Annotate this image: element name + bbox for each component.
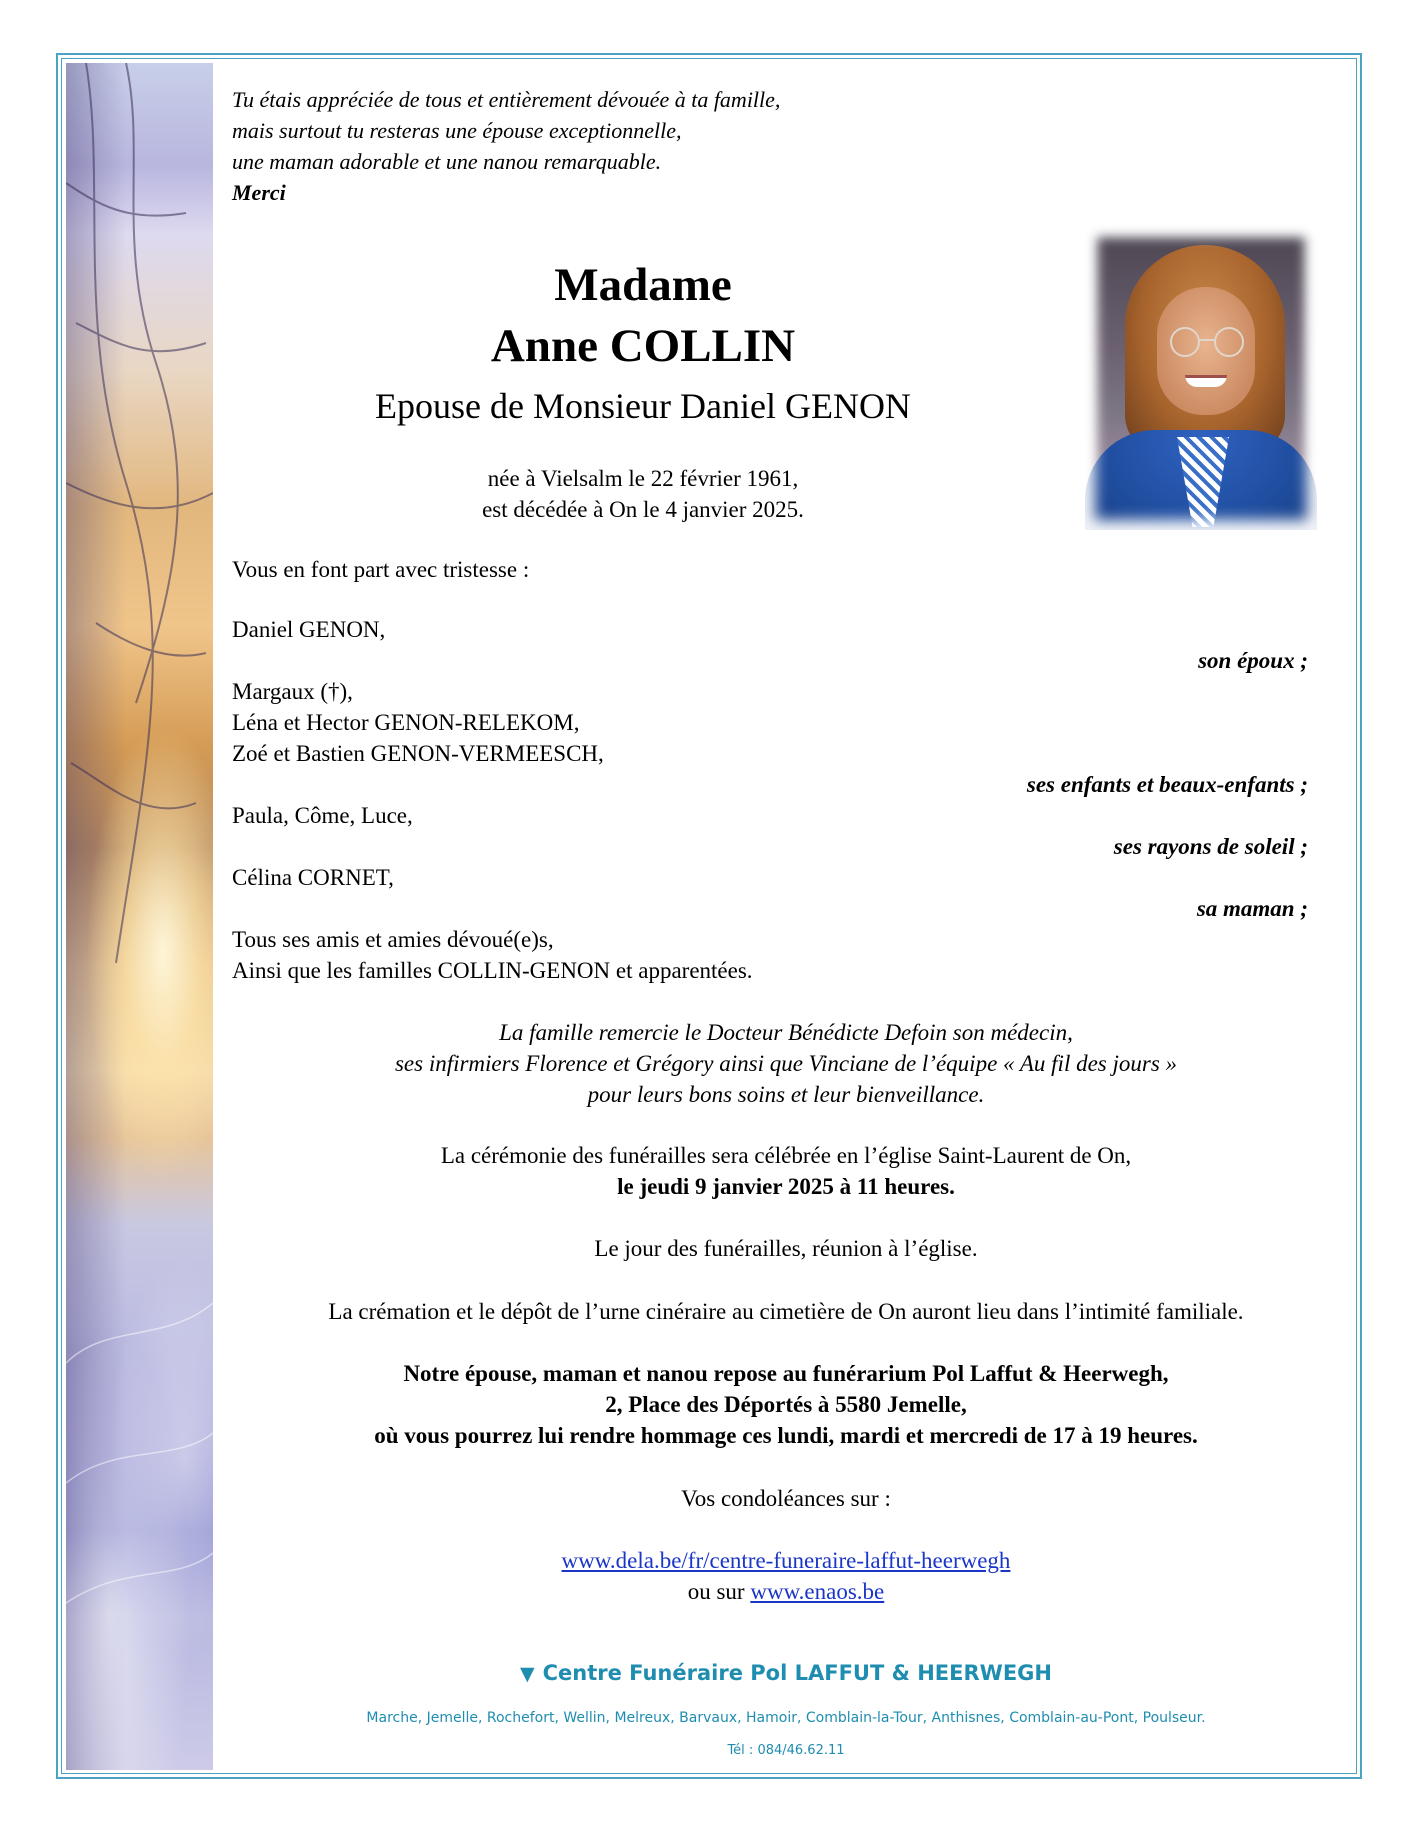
triangle-down-icon: ▼ — [520, 1663, 535, 1685]
portrait-photo — [1085, 225, 1317, 530]
family-member: Margaux (†), — [232, 679, 353, 704]
others-line: Ainsi que les familles COLLIN-GENON et apparentées. — [232, 958, 753, 983]
funeral-center-towns: Marche, Jemelle, Rochefort, Wellin, Melreux, Barvaux, Hamoir, Comblain-la-Tour, Anthisnes, Comblain-au-Pont, Poulseur. — [366, 1710, 1206, 1726]
thanks-line: ses infirmiers Florence et Grégory ainsi que Vinciane de l’équipe « Au fil des jours » — [394, 1051, 1178, 1076]
family-member: Paula, Côme, Luce, — [232, 803, 413, 828]
winter-landscape-image — [66, 63, 213, 1770]
enaos-link[interactable]: www.enaos.be — [750, 1579, 885, 1604]
family-member: Daniel GENON, — [232, 617, 386, 642]
honorific: Madame — [554, 259, 732, 311]
dela-link[interactable]: www.dela.be/fr/centre-funeraire-laffut-heerwegh — [561, 1548, 1011, 1573]
funerarium-paragraph — [232, 1358, 1340, 1451]
funeral-center-name: Centre Funéraire Pol LAFFUT & HEERWEGH — [542, 1661, 1052, 1685]
family-member: Léna et Hector GENON-RELEKOM, — [232, 710, 580, 735]
ceremony-line: La cérémonie des funérailles sera célébrée en l’église Saint-Laurent de On, — [440, 1143, 1132, 1168]
tribute-signoff: Merci — [232, 180, 286, 205]
meeting-line: Le jour des funérailles, réunion à l’église. — [594, 1236, 978, 1261]
family-relation: son époux ; — [1198, 648, 1308, 673]
ceremony-paragraph — [232, 1140, 1340, 1202]
funerarium-line: Notre épouse, maman et nanou repose au funérarium Pol Laffut & Heerwegh, — [403, 1361, 1169, 1386]
family-member: Célina CORNET, — [232, 865, 394, 890]
condolences-links — [232, 1545, 1340, 1607]
tribute-line: mais surtout tu resteras une épouse exceptionnelle, — [232, 118, 682, 143]
tribute-line: une maman adorable et une nanou remarquable. — [232, 149, 662, 174]
deceased-name: Anne COLLIN — [490, 320, 796, 372]
condolences-intro: Vos condoléances sur : — [681, 1486, 891, 1511]
tribute-line: Tu étais appréciée de tous et entièrement dévouée à ta famille, — [232, 87, 781, 112]
death-line: est décédée à On le 4 janvier 2025. — [482, 497, 804, 522]
family-relation: ses rayons de soleil ; — [1113, 834, 1308, 859]
funeral-center-title — [232, 1660, 1340, 1687]
thanks-paragraph — [232, 1017, 1340, 1110]
announcement-intro: Vous en font part avec tristesse : — [232, 557, 530, 582]
spouse-line: Epouse de Monsieur Daniel GENON — [375, 386, 911, 426]
thanks-line: La famille remercie le Docteur Bénédicte Defoin son médecin, — [499, 1020, 1073, 1045]
others-line: Tous ses amis et amies dévoué(e)s, — [232, 927, 554, 952]
family-member: Zoé et Bastien GENON-VERMEESCH, — [232, 741, 604, 766]
birth-line: née à Vielsalm le 22 février 1961, — [487, 466, 799, 491]
tribute-text — [232, 84, 1032, 208]
cremation-line: La crémation et le dépôt de l’urne cinéraire au cimetière de On auront lieu dans l’intimité familiale. — [328, 1299, 1244, 1324]
birth-death-dates — [232, 463, 1054, 525]
thanks-line: pour leurs bons soins et leur bienveillance. — [587, 1082, 985, 1107]
family-relation: ses enfants et beaux-enfants ; — [1026, 772, 1308, 797]
funerarium-address: 2, Place des Déportés à 5580 Jemelle, — [605, 1392, 967, 1417]
visiting-hours: où vous pourrez lui rendre hommage ces lundi, mardi et mercredi de 17 à 19 heures. — [374, 1423, 1198, 1448]
or-text: ou sur — [687, 1579, 751, 1604]
ceremony-datetime: le jeudi 9 janvier 2025 à 11 heures. — [617, 1174, 955, 1199]
funeral-center-phone: Tél : 084/46.62.11 — [727, 1743, 845, 1758]
family-relation: sa maman ; — [1196, 896, 1308, 921]
